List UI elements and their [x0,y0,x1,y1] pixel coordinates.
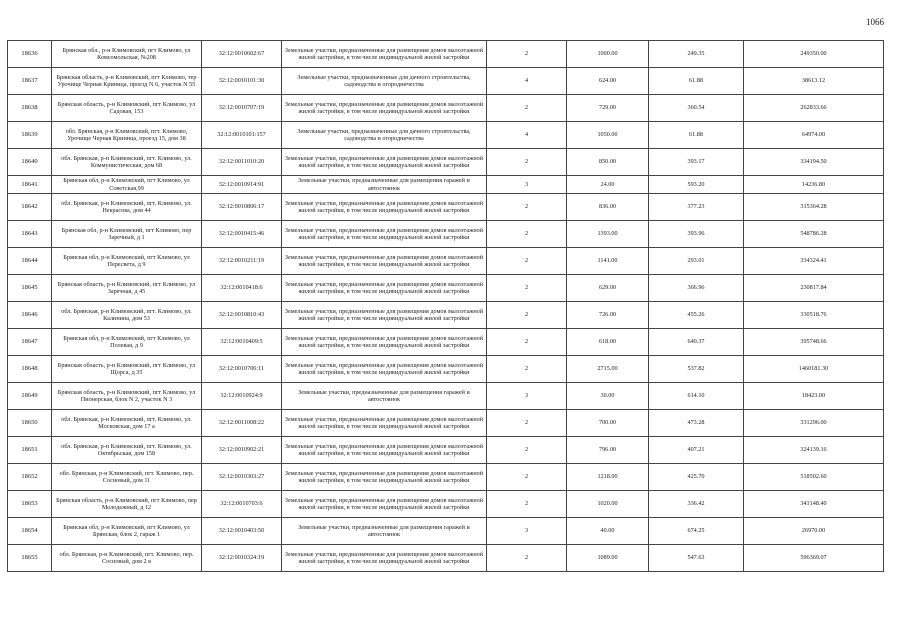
address-cell: обл. Брянская, р-н Климовский, пгт. Климово, ул. Московская, дом 17 а [52,410,202,437]
area-cell: 850.00 [567,149,649,176]
land-use-cell: Земельные участки, предназначенные для размещения домов малоэтажной жилой застройки, в том числе индивидуальной жилой застройки [282,149,487,176]
area-cell: 629.00 [567,275,649,302]
address-cell: Брянская обл, р-н Климовский, пгт Климово, ул Советская,99 [52,176,202,194]
land-use-cell: Земельные участки, предназначенные для размещения домов малоэтажной жилой застройки, в том числе индивидуальной жилой застройки [282,221,487,248]
area-cell: 1020.00 [567,491,649,518]
row-number: 18647 [8,329,52,356]
table-row [8,68,884,95]
cadastral-value-cell: 64974.00 [744,122,884,149]
cadastral-number-cell: 32:12:0010415:46 [202,221,282,248]
address-cell: Брянская область, р-н Климовский, пгт Климово, ул Щорса, д 35 [52,356,202,383]
address-cell: Брянская обл., р-н Климовский, пгт Климово, ул Комсомольская, №208 [52,41,202,68]
group-cell: 2 [487,149,567,176]
table-row [8,41,884,68]
cadastral-value-cell: 331296.00 [744,410,884,437]
address-cell: Брянская область, р-н Климовский, пгт Климово, ул Садовая, 153 [52,95,202,122]
group-cell: 2 [487,275,567,302]
table-row [8,302,884,329]
row-number: 18636 [8,41,52,68]
cadastral-value-cell: 315364.28 [744,194,884,221]
group-cell: 2 [487,41,567,68]
area-cell: 624.00 [567,68,649,95]
table-row [8,329,884,356]
table-row [8,518,884,545]
row-number: 18638 [8,95,52,122]
row-number: 18644 [8,248,52,275]
group-cell: 3 [487,383,567,410]
group-cell: 2 [487,95,567,122]
row-number: 18651 [8,437,52,464]
cadastral-value-cell: 334324.41 [744,248,884,275]
group-cell: 4 [487,122,567,149]
land-use-cell: Земельные участки, предназначенные для размещения домов малоэтажной жилой застройки, в том числе индивидуальной жилой застройки [282,329,487,356]
table-row [8,491,884,518]
rate-cell: 425.70 [649,464,744,491]
row-number: 18650 [8,410,52,437]
table-row [8,95,884,122]
group-cell: 2 [487,491,567,518]
area-cell: 618.00 [567,329,649,356]
cadastral-number-cell: 32:12:0010706:11 [202,356,282,383]
address-cell: Брянская область, р-н Климовский, пгт Климово, пер Молодежный, д 12 [52,491,202,518]
area-cell: 2715.00 [567,356,649,383]
cadastral-number-cell: 32:12:0010409:5 [202,329,282,356]
address-cell: Брянская обл, р-н Климовский, пгт Климово, ул Брянская, блок 2, гараж 1 [52,518,202,545]
land-use-cell: Земельные участки, предназначенные для размещения гаражей и автостоянок [282,176,487,194]
table-row [8,194,884,221]
cadastral-number-cell: 32:12:0010914:91 [202,176,282,194]
rate-cell: 61.88 [649,122,744,149]
address-cell: обл. Брянская, р-н Климовский, пгт. Климово, ул. Октябрьская, дом 158 [52,437,202,464]
table-row [8,383,884,410]
row-number: 18637 [8,68,52,95]
cadastral-value-cell: 38613.12 [744,68,884,95]
cadastral-value-cell: 14236.80 [744,176,884,194]
address-cell: Брянская область, р-н Климовский, пгт Климово, ул Заречная, д 45 [52,275,202,302]
cadastral-number-cell: 32:12:0010101:157 [202,122,282,149]
area-cell: 726.00 [567,302,649,329]
group-cell: 2 [487,221,567,248]
cadastral-value-cell: 343148.40 [744,491,884,518]
table-row [8,545,884,572]
cadastral-number-cell: 32:12:0010403:50 [202,518,282,545]
land-use-cell: Земельные участки, предназначенные для размещения домов малоэтажной жилой застройки, в том числе индивидуальной жилой застройки [282,275,487,302]
group-cell: 2 [487,194,567,221]
land-use-cell: Земельные участки, предназначенные для размещения домов малоэтажной жилой застройки, в том числе индивидуальной жилой застройки [282,464,487,491]
cadastral-number-cell: 32:12:0010703:6 [202,491,282,518]
cadastral-number-cell: 32:12:0010303:27 [202,464,282,491]
cadastral-number-cell: 32:12:0010902:21 [202,437,282,464]
row-number: 18653 [8,491,52,518]
cadastral-number-cell: 32:12:0010707:19 [202,95,282,122]
area-cell: 729.00 [567,95,649,122]
rate-cell: 293.01 [649,248,744,275]
cadastral-number-cell: 32:12:0010101:30 [202,68,282,95]
cadastral-value-cell: 26970.00 [744,518,884,545]
area-cell: 1141.00 [567,248,649,275]
address-cell: обл. Брянская, р-н Климовский, пгт. Климово, ул. Калинина, дом 53 [52,302,202,329]
row-number: 18648 [8,356,52,383]
group-cell: 2 [487,410,567,437]
cadastral-value-cell: 596369.07 [744,545,884,572]
row-number: 18646 [8,302,52,329]
cadastral-value-cell: 249350.00 [744,41,884,68]
land-use-cell: Земельные участки, предназначенные для размещения гаражей и автостоянок [282,383,487,410]
cadastral-value-cell: 18423.00 [744,383,884,410]
land-use-cell: Земельные участки, предназначенные для размещения домов малоэтажной жилой застройки, в том числе индивидуальной жилой застройки [282,410,487,437]
group-cell: 4 [487,68,567,95]
cadastral-number-cell: 32:12:0010418:6 [202,275,282,302]
rate-cell: 455.26 [649,302,744,329]
group-cell: 2 [487,464,567,491]
row-number: 18654 [8,518,52,545]
area-cell: 1393.00 [567,221,649,248]
address-cell: Брянская обл, р-н Климовский, пгт Климово, пер Заречный, д 1 [52,221,202,248]
area-cell: 796.00 [567,437,649,464]
group-cell: 2 [487,356,567,383]
row-number: 18652 [8,464,52,491]
land-use-cell: Земельные участки, предназначенные для дачного строительства, садоводства и огородничества [282,68,487,95]
area-cell: 1000.00 [567,41,649,68]
table-row [8,464,884,491]
table-row [8,356,884,383]
address-cell: обл. Брянская, р-н Климовский, пгт. Климово, ул. Некрасова, дом 44 [52,194,202,221]
table-row [8,122,884,149]
table-row [8,275,884,302]
table-row [8,248,884,275]
area-cell: 40.00 [567,518,649,545]
rate-cell: 547.63 [649,545,744,572]
rate-cell: 614.10 [649,383,744,410]
table-row [8,221,884,248]
table-row [8,176,884,194]
group-cell: 2 [487,248,567,275]
address-cell: Брянская область, р-н Климовский, пгт Климово, тер Урочище Черная Криница, проезд N 6, участок N 55 [52,68,202,95]
cadastral-value-cell: 548786.28 [744,221,884,248]
row-number: 18642 [8,194,52,221]
row-number: 18649 [8,383,52,410]
cadastral-value-cell: 518502.60 [744,464,884,491]
group-cell: 2 [487,329,567,356]
row-number: 18655 [8,545,52,572]
area-cell: 24.00 [567,176,649,194]
rate-cell: 360.54 [649,95,744,122]
cadastral-number-cell: 32:12:0010810:43 [202,302,282,329]
table-body [8,41,884,572]
address-cell: Брянская обл, р-н Климовский, пгт Климово, ул Пересвета, д 9 [52,248,202,275]
cadastral-value-cell: 1460181.30 [744,356,884,383]
row-number: 18640 [8,149,52,176]
land-use-cell: Земельные участки, предназначенные для дачного строительства, садоводства и огородничества [282,122,487,149]
cadastral-value-cell: 230817.84 [744,275,884,302]
rate-cell: 336.42 [649,491,744,518]
cadastral-value-cell: 262833.66 [744,95,884,122]
address-cell: обл. Брянская, р-н Климовский, пгт. Климово, Урочище Черная Криница, проезд 15, дом 38 [52,122,202,149]
rate-cell: 473.28 [649,410,744,437]
rate-cell: 393.96 [649,221,744,248]
row-number: 18639 [8,122,52,149]
cadastral-number-cell: 32:12:0010602:67 [202,41,282,68]
rate-cell: 377.23 [649,194,744,221]
row-number: 18643 [8,221,52,248]
group-cell: 3 [487,518,567,545]
rate-cell: 640.37 [649,329,744,356]
cadastral-value-cell: 395748.66 [744,329,884,356]
land-use-cell: Земельные участки, предназначенные для размещения домов малоэтажной жилой застройки, в том числе индивидуальной жилой застройки [282,41,487,68]
address-cell: обл. Брянская, р-н Климовский, пгт. Климово, ул. Коммунистическая, дом 68 [52,149,202,176]
address-cell: Брянская область, р-н Климовский, пгт Климово, ул Пионерская, блок N 2, участок N 3 [52,383,202,410]
land-use-cell: Земельные участки, предназначенные для размещения домов малоэтажной жилой застройки, в том числе индивидуальной жилой застройки [282,356,487,383]
cadastral-number-cell: 32:12:0010924:9 [202,383,282,410]
land-use-cell: Земельные участки, предназначенные для размещения домов малоэтажной жилой застройки, в том числе индивидуальной жилой застройки [282,302,487,329]
row-number: 18645 [8,275,52,302]
group-cell: 2 [487,545,567,572]
land-use-cell: Земельные участки, предназначенные для размещения домов малоэтажной жилой застройки, в том числе индивидуальной жилой застройки [282,194,487,221]
table-row [8,437,884,464]
table-row [8,149,884,176]
address-cell: обл. Брянская, р-н Климовский, пгт. Климово, пер. Сосновый, дом 2 в [52,545,202,572]
cadastral-value-cell: 330518.76 [744,302,884,329]
area-cell: 1089.00 [567,545,649,572]
group-cell: 2 [487,302,567,329]
cadastral-table [7,40,884,572]
land-use-cell: Земельные участки, предназначенные для размещения домов малоэтажной жилой застройки, в том числе индивидуальной жилой застройки [282,95,487,122]
land-use-cell: Земельные участки, предназначенные для размещения домов малоэтажной жилой застройки, в том числе индивидуальной жилой застройки [282,545,487,572]
address-cell: Брянская обл, р-н Климовский, пгт Климово, ул Полевая, д 9 [52,329,202,356]
cadastral-number-cell: 32:12:0011010:20 [202,149,282,176]
area-cell: 700.00 [567,410,649,437]
cadastral-number-cell: 32:12:0011008:22 [202,410,282,437]
group-cell: 3 [487,176,567,194]
group-cell: 2 [487,437,567,464]
row-number: 18641 [8,176,52,194]
cadastral-number-cell: 32:12:0010211:19 [202,248,282,275]
rate-cell: 674.25 [649,518,744,545]
rate-cell: 537.82 [649,356,744,383]
table-row [8,410,884,437]
land-use-cell: Земельные участки, предназначенные для размещения домов малоэтажной жилой застройки, в том числе индивидуальной жилой застройки [282,491,487,518]
cadastral-value-cell: 334194.50 [744,149,884,176]
address-cell: обл. Брянская, р-н Климовский, пгт. Климово, пер. Сосновый, дом 11 [52,464,202,491]
area-cell: 1218.00 [567,464,649,491]
page-number: 1066 [866,17,884,27]
land-use-cell: Земельные участки, предназначенные для размещения гаражей и автостоянок [282,518,487,545]
rate-cell: 393.17 [649,149,744,176]
land-use-cell: Земельные участки, предназначенные для размещения домов малоэтажной жилой застройки, в том числе индивидуальной жилой застройки [282,248,487,275]
rate-cell: 407.21 [649,437,744,464]
cadastral-number-cell: 32:12:0010324:19 [202,545,282,572]
rate-cell: 593.20 [649,176,744,194]
area-cell: 1050.00 [567,122,649,149]
cadastral-number-cell: 32:12:0010806:17 [202,194,282,221]
land-use-cell: Земельные участки, предназначенные для размещения домов малоэтажной жилой застройки, в том числе индивидуальной жилой застройки [282,437,487,464]
area-cell: 30.00 [567,383,649,410]
cadastral-value-cell: 324139.16 [744,437,884,464]
rate-cell: 61.88 [649,68,744,95]
area-cell: 836.00 [567,194,649,221]
rate-cell: 249.35 [649,41,744,68]
rate-cell: 366.96 [649,275,744,302]
